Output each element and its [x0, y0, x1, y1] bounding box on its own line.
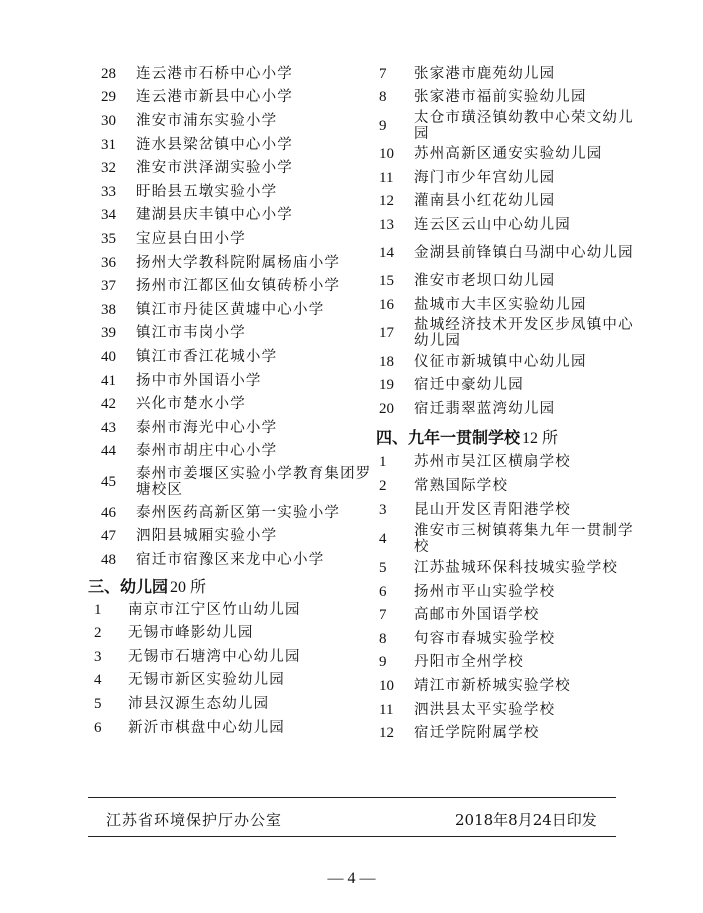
list-item: [376, 189, 638, 213]
section4-heading: [376, 423, 638, 451]
list-item: [88, 345, 378, 369]
list-item: [88, 227, 378, 251]
kindergarten-list-part2: [376, 62, 638, 421]
item-number: 8: [379, 630, 387, 647]
item-name: 靖江市新桥城实验学校: [414, 678, 571, 695]
item-name: 泰州市胡庄中心小学: [136, 443, 278, 460]
footer-date: 2018年8月24日印发: [455, 811, 597, 829]
list-item: [88, 692, 378, 716]
list-item: [376, 86, 638, 110]
list-item: [88, 440, 378, 464]
item-number: 2: [94, 625, 102, 642]
item-number: 38: [101, 301, 116, 318]
item-number: 31: [101, 136, 116, 153]
item-name: 兴化市楚水小学: [136, 396, 246, 413]
footer-bottom-rule: [88, 836, 616, 837]
item-name: 泰州医药高新区第一实验小学: [136, 504, 341, 521]
section3-title: 三、幼儿园: [88, 577, 169, 597]
list-item: [88, 109, 378, 133]
item-name: 新沂市棋盘中心幼儿园: [128, 719, 285, 736]
item-name: 张家港市福前实验幼儿园: [414, 89, 587, 106]
item-number: 11: [379, 701, 394, 718]
item-name: 扬州大学教科院附属杨庙小学: [136, 254, 341, 271]
item-number: 7: [379, 607, 387, 624]
list-item: [88, 251, 378, 275]
item-name: 沛县汉源生态幼儿园: [128, 696, 270, 713]
item-number: 10: [379, 145, 394, 162]
item-name: 淮安市老坝口幼儿园: [414, 273, 556, 290]
item-name: 句容市春城实验学校: [414, 630, 556, 647]
item-number: 14: [379, 245, 394, 262]
item-name: 江苏盐城环保科技城实验学校: [414, 560, 619, 577]
footer-issuer: 江苏省环境保护厅办公室: [106, 811, 283, 829]
item-number: 34: [101, 207, 116, 224]
item-number: 20: [379, 400, 394, 417]
list-item: [88, 598, 378, 622]
list-item: [88, 204, 378, 228]
list-item: [88, 669, 378, 693]
item-number: 7: [379, 65, 387, 82]
list-item: [88, 392, 378, 416]
item-name: 连云区云山中心幼儿园: [414, 216, 571, 233]
item-name: 连云港市石桥中心小学: [136, 65, 293, 82]
item-name: 昆山开发区青阳港学校: [414, 501, 571, 518]
item-number: 10: [379, 678, 394, 695]
item-number: 8: [379, 89, 387, 106]
list-item: [376, 213, 638, 237]
list-item: [88, 645, 378, 669]
item-number: 48: [101, 552, 116, 569]
item-number: 3: [94, 648, 102, 665]
item-name: 宿迁学院附属学校: [414, 725, 540, 742]
item-name: 无锡市石塘湾中心幼儿园: [128, 648, 301, 665]
item-number: 4: [94, 672, 102, 689]
item-name: 淮安市三树镇蒋集九年一贯制学校: [414, 522, 634, 555]
list-item: [376, 651, 638, 675]
list-item: [376, 580, 638, 604]
item-number: 30: [101, 112, 116, 129]
list-item: [88, 501, 378, 525]
item-number: 47: [101, 528, 116, 545]
list-item: [88, 369, 378, 393]
list-item: [376, 166, 638, 190]
item-number: 46: [101, 504, 116, 521]
list-item: [376, 674, 638, 698]
item-name: 金湖县前锋镇白马湖中心幼儿园: [414, 245, 634, 262]
list-item: [88, 133, 378, 157]
item-number: 33: [101, 183, 116, 200]
item-number: 44: [101, 443, 116, 460]
item-number: 45: [101, 474, 116, 491]
list-item: [88, 156, 378, 180]
item-name: 常熟国际学校: [414, 477, 509, 494]
item-number: 43: [101, 419, 116, 436]
item-name: 扬中市外国语小学: [136, 372, 262, 389]
item-number: 17: [379, 325, 394, 342]
item-number: 9: [379, 117, 387, 134]
item-name: 灌南县小红花幼儿园: [414, 193, 556, 210]
item-number: 37: [101, 278, 116, 295]
item-number: 41: [101, 372, 116, 389]
nine-year-school-list: [376, 451, 638, 746]
section3-count: 20 所: [170, 579, 207, 597]
item-number: 29: [101, 89, 116, 106]
list-item: [376, 317, 638, 350]
item-name: 扬州市平山实验学校: [414, 583, 556, 600]
item-number: 35: [101, 230, 116, 247]
item-number: 42: [101, 396, 116, 413]
item-name: 南京市江宁区竹山幼儿园: [128, 601, 301, 618]
item-number: 40: [101, 348, 116, 365]
section4-title: 四、九年一贯制学校: [376, 428, 521, 448]
list-item: [88, 416, 378, 440]
item-number: 9: [379, 654, 387, 671]
list-item: [88, 274, 378, 298]
item-name: 苏州高新区通安实验幼儿园: [414, 145, 603, 162]
list-item: [376, 556, 638, 580]
item-number: 3: [379, 501, 387, 518]
list-item: [376, 350, 638, 374]
section4-count: 12 所: [522, 430, 559, 448]
list-item: [88, 86, 378, 110]
item-number: 1: [379, 454, 387, 471]
item-number: 13: [379, 216, 394, 233]
primary-school-list: [88, 62, 378, 572]
list-item: [376, 62, 638, 86]
item-name: 扬州市江都区仙女镇砖桥小学: [136, 278, 341, 295]
list-item: [376, 293, 638, 317]
item-name: 盐城经济技术开发区步凤镇中心幼儿园: [414, 317, 634, 350]
item-number: 39: [101, 325, 116, 342]
list-item: [376, 142, 638, 166]
item-name: 盐城市大丰区实验幼儿园: [414, 296, 587, 313]
item-name: 海门市少年宫幼儿园: [414, 169, 556, 186]
item-name: 涟水县梁岔镇中心小学: [136, 136, 293, 153]
item-number: 16: [379, 296, 394, 313]
item-name: 张家港市鹿苑幼儿园: [414, 65, 556, 82]
list-item: [376, 451, 638, 475]
item-number: 6: [94, 719, 102, 736]
list-item: [88, 621, 378, 645]
section3-heading: [88, 574, 378, 598]
item-number: 11: [379, 169, 394, 186]
right-column: [376, 62, 638, 745]
item-name: 镇江市韦岗小学: [136, 325, 246, 342]
item-number: 36: [101, 254, 116, 271]
kindergarten-list-part1: [88, 598, 378, 740]
list-item: [376, 698, 638, 722]
list-item: [88, 716, 378, 740]
item-number: 12: [379, 193, 394, 210]
list-item: [376, 474, 638, 498]
footer-top-rule: [88, 797, 616, 798]
left-column: [88, 62, 378, 739]
item-name: 建湖县庆丰镇中心小学: [136, 207, 293, 224]
item-number: 19: [379, 377, 394, 394]
list-item: [376, 721, 638, 745]
item-name: 高邮市外国语学校: [414, 607, 540, 624]
item-name: 盱眙县五墩实验小学: [136, 183, 278, 200]
list-item: [88, 548, 378, 572]
item-number: 5: [379, 560, 387, 577]
item-name: 泗洪县太平实验学校: [414, 701, 556, 718]
list-item: [88, 463, 378, 501]
item-name: 丹阳市全州学校: [414, 654, 524, 671]
list-item: [88, 62, 378, 86]
list-item: [376, 397, 638, 421]
item-name: 镇江市香江花城小学: [136, 348, 278, 365]
item-name: 无锡市新区实验幼儿园: [128, 672, 285, 689]
item-number: 4: [379, 530, 387, 547]
item-number: 18: [379, 353, 394, 370]
item-name: 苏州市吴江区横扇学校: [414, 454, 571, 471]
list-item: [376, 373, 638, 397]
item-number: 6: [379, 583, 387, 600]
item-name: 泗阳县城厢实验小学: [136, 528, 278, 545]
list-item: [88, 180, 378, 204]
list-item: [376, 270, 638, 294]
item-name: 无锡市峰影幼儿园: [128, 625, 254, 642]
item-name: 淮安市浦东实验小学: [136, 112, 278, 129]
list-item: [376, 498, 638, 522]
item-name: 泰州市海光中心小学: [136, 419, 278, 436]
item-number: 1: [94, 601, 102, 618]
list-item: [376, 627, 638, 651]
item-number: 5: [94, 696, 102, 713]
item-number: 28: [101, 65, 116, 82]
item-name: 宝应县白田小学: [136, 230, 246, 247]
item-number: 15: [379, 273, 394, 290]
list-item: [376, 604, 638, 628]
item-name: 宿迁中豪幼儿园: [414, 377, 524, 394]
list-item: [376, 109, 638, 142]
list-item: [88, 298, 378, 322]
page-number: — 4 —: [327, 870, 376, 887]
item-number: 32: [101, 160, 116, 177]
list-item: [88, 322, 378, 346]
item-number: 12: [379, 725, 394, 742]
list-item: [376, 521, 638, 556]
list-item: [88, 525, 378, 549]
item-name: 镇江市丹徒区黄墟中心小学: [136, 301, 325, 318]
item-name: 泰州市姜堰区实验小学教育集团罗塘校区: [136, 466, 372, 499]
item-name: 宿迁翡翠蓝湾幼儿园: [414, 400, 556, 417]
item-name: 宿迁市宿豫区来龙中心小学: [136, 552, 325, 569]
item-name: 淮安市洪泽湖实验小学: [136, 160, 293, 177]
item-name: 仪征市新城镇中心幼儿园: [414, 353, 587, 370]
item-name: 连云港市新县中心小学: [136, 89, 293, 106]
list-item: [376, 237, 638, 270]
item-name: 太仓市璜泾镇幼教中心荣文幼儿园: [414, 109, 634, 142]
item-number: 2: [379, 477, 387, 494]
